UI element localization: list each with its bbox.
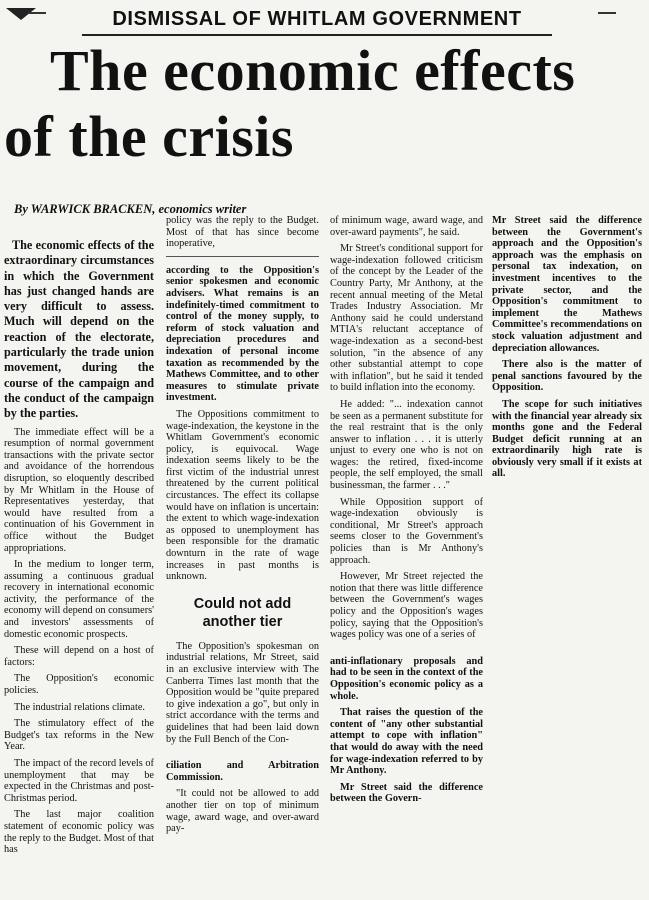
- paragraph: Mr Street said the difference between the Government's approach and the Opposition's approach was the emphasis on personal tax indexation, on investment incentives to the private sector, and the Opposition's commitment to implement the Mathews Committee's recommendations on stock valuation adjustment and depreciation allowances.: [492, 215, 642, 354]
- paragraph: The immediate effect will be a resumption of normal government transactions with the private sector and avoidance of the horrendous disruption, so eloquently described by Mr Whitlam in the House of Representatives yesterday, that would have resulted from a continuation of his Government in office without the Budget appropriations.: [4, 426, 154, 554]
- paragraph: That raises the question of the content of "any other substantial attempt to cope with inflation" that would do away with the need for wage-indexation referred to by Mr Anthony.: [330, 707, 483, 777]
- lead-paragraph: The economic effects of the extraordinary circumstances in which the Government has just changed hands are very difficult to assess. Much will depend on the reaction of the electorate, particularly the trade union movement, during the course of the campaign and the conduct of the campaign by the parties.: [4, 238, 154, 421]
- dash-mark: [28, 12, 46, 14]
- paragraph: "It could not be allowed to add another tier on top of minimum wage, award wage, and over-award pay-: [166, 788, 319, 835]
- paragraph: The last major coalition statement of economic policy was the reply to the Budget. Most of that has: [4, 809, 154, 856]
- paragraph: While Opposition support of wage-indexation obviously is conditional, Mr Street's approach seems closer to the Government's policies than is Mr Anthony's approach.: [330, 496, 483, 566]
- column-1: [4, 238, 154, 900]
- paragraph: In the medium to longer term, assuming a continuous gradual recovery in international economic activity, the performance of the economy will depend on consumers' and investors' assessments of domestic economic prospects.: [4, 559, 154, 640]
- paragraph: The Oppositions commitment to wage-indexation, the keystone in the Whitlam Government's economic policy, is equivocal. Wage indexation seems likely to be the first victim of the industrial unrest threatened by the current political circustances. The effect its collapse would have on inflation is uncertain: the extent to which wage-indexation as opposed to unemployment has been responsible for the dramatic downturn in the rate of wage increases in past months is unknown.: [166, 408, 319, 583]
- divider: [166, 256, 319, 257]
- column-3: [330, 215, 483, 900]
- paragraph: Mr Street's conditional support for wage-indexation followed criticism of the concept by the Leader of the Country Party, Mr Anthony, at the recent annual meeting of the Metal Trades Industry Association. Mr Anthony said he could understand MTIA's reluctant acceptance of wage-indexation as a second-best solution, "in the absence of any other substantial attempt to cope with inflation", but he said it tended to build inflation into the economy.: [330, 243, 483, 394]
- headline-line-2: of the crisis: [4, 104, 294, 169]
- list-item: The industrial relations climate.: [14, 701, 145, 713]
- paragraph: The scope for such initiatives with the financial year already six months gone and the Federal Budget deficit running at an extraordinarily high rate is obviously very small if it exists at all.: [492, 398, 642, 480]
- list-item: The impact of the record levels of unemployment that may be expected in the Christmas and post-Christmas period.: [4, 758, 154, 804]
- paragraph: These will depend on a host of factors:: [4, 645, 154, 668]
- column-2: [166, 215, 319, 900]
- arrow-mark-icon: [4, 6, 38, 22]
- paragraph: ciliation and Arbitration Commission.: [166, 760, 319, 783]
- section-kicker: DISMISSAL OF WHITLAM GOVERNMENT: [82, 4, 552, 36]
- paragraph: of minimum wage, award wage, and over-award payments", he said.: [330, 215, 483, 238]
- paragraph: according to the Opposition's senior spokesmen and economic advisers. What remains is an indefinitely-timed commitment to control of the money supply, to reform of stock valuation and depreciation procedures and indexation of personal income taxation as recommended by the Mathews Committee, and to other measures to stimulate private investment.: [166, 264, 319, 404]
- dash-mark: [598, 12, 616, 14]
- paragraph: However, Mr Street rejected the notion that there was little difference between the Government's wages policy and the Opposition's wages policy, saying that the Opposition's wages policy was one of a series of: [330, 571, 483, 641]
- paragraph: policy was the reply to the Budget. Most of that has since become inoperative,: [166, 215, 319, 250]
- paragraph: anti-inflationary proposals and had to be seen in the context of the Opposition's economic policy as a whole.: [330, 655, 483, 702]
- paragraph: There also is the matter of penal sanctions favoured by the Opposition.: [492, 359, 642, 394]
- column-4: [492, 215, 642, 900]
- list-item: The stimulatory effect of the Budget's tax reforms in the New Year.: [4, 718, 154, 753]
- headline-line-1: The economic effects: [50, 38, 576, 103]
- paragraph: He added: "... indexation cannot be seen as a permanent substitute for the real restraint that is the only answer to inflation . . . it is utterly unjust to every one who is not on wages: the retired, fixed-income people, the self employed, the small businessman, the farmer . . .": [330, 398, 483, 492]
- byline: By WARWICK BRACKEN, economics writer: [14, 202, 247, 216]
- headline: [4, 38, 644, 170]
- list-item: The Opposition's economic policies.: [4, 673, 154, 697]
- subheading: Could not add another tier: [193, 595, 292, 630]
- paragraph: Mr Street said the difference between the Govern-: [330, 781, 483, 805]
- paragraph: The Opposition's spokesman on industrial relations, Mr Street, said in an exclusive interview with The Canberra Times last month that the Opposition would be "quite prepared to give indexation a go", but only in strict accordance with the terms and guidelines that had been laid down by the Full Bench of the Con-: [166, 640, 319, 745]
